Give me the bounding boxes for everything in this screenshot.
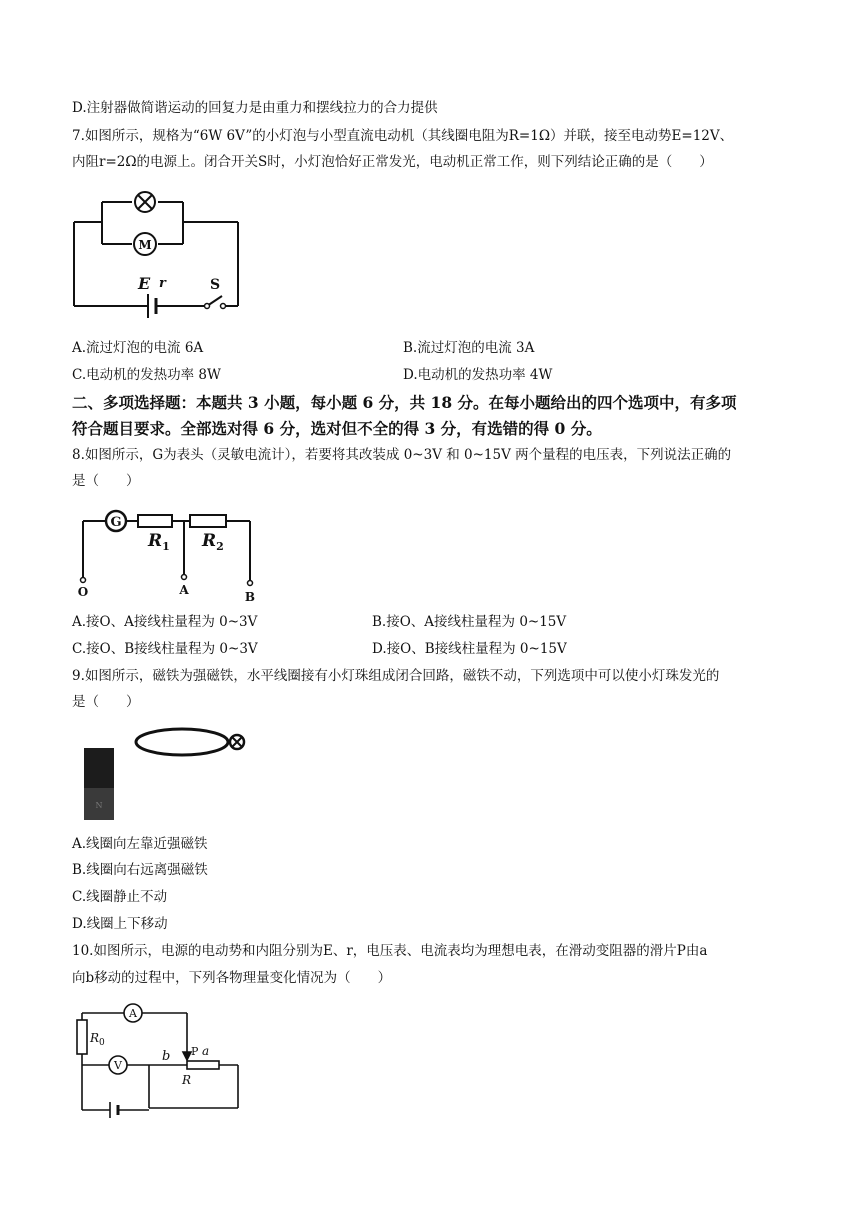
q9-option-b: B.线圈向右远离强磁铁 <box>72 862 208 878</box>
q10-stem-line2: 向b移动的过程中，下列各物理量变化情况为（ ） <box>72 970 392 986</box>
terminal-b-label: b <box>162 1049 171 1064</box>
r0-label: R <box>90 1031 100 1045</box>
q9-magnet-coil-figure <box>80 722 250 827</box>
internal-resistance-label: r <box>159 276 166 291</box>
q7-option-d: D.电动机的发热功率 4W <box>403 367 553 383</box>
terminal-a-label: a <box>202 1044 210 1058</box>
q8-stem-line1: 8.如图所示，G为表头（灵敏电流计），若要将其改装成 0~3V 和 0~15V 两个量程的电压表，下列说法正确的 <box>72 447 732 463</box>
q9-option-c: C.线圈静止不动 <box>72 889 168 905</box>
q6-option-d: D.注射器做简谐运动的回复力是由重力和摆线拉力的合力提供 <box>72 100 438 116</box>
q9-option-d: D.线圈上下移动 <box>72 916 168 932</box>
slider-p-label: P <box>191 1045 199 1058</box>
r2-subscript: 2 <box>216 540 224 553</box>
q7-option-c: C.电动机的发热功率 8W <box>72 367 221 383</box>
q8-stem-line2: 是（ ） <box>72 473 140 489</box>
section2-heading-line1: 二、多项选择题：本题共 3 小题，每小题 6 分，共 18 分。在每小题给出的四个选项中，有多项 <box>72 393 737 412</box>
terminal-o-label: O <box>77 585 89 599</box>
rheostat-label: R <box>182 1073 192 1087</box>
r2-label: R <box>202 531 217 551</box>
q9-stem-line2: 是（ ） <box>72 694 140 710</box>
q8-voltmeter-circuit-figure <box>78 505 268 605</box>
r1-subscript: 1 <box>162 540 170 553</box>
q7-option-b: B.流过灯泡的电流 3A <box>403 340 535 356</box>
q9-stem-line1: 9.如图所示，磁铁为强磁铁，水平线圈接有小灯珠组成闭合回路，磁铁不动，下列选项中可以使小灯珠发光的 <box>72 668 720 684</box>
magnet-s-half <box>84 748 114 788</box>
coil <box>136 729 228 755</box>
section2-heading-line2: 符合题目要求。全部选对得 6 分，选对但不全的得 3 分，有选错的得 0 分。 <box>72 419 602 438</box>
emf-label: E <box>138 274 151 293</box>
magnet-pole-label: N <box>95 801 103 810</box>
q8-option-c: C.接O、B接线柱量程为 0~3V <box>72 641 258 657</box>
q10-stem-line1: 10.如图所示，电源的电动势和内阻分别为E、r，电压表、电流表均为理想电表，在滑动变阻器的滑片P由a <box>72 943 708 959</box>
q7-stem-line2: 内阻r=2Ω的电源上。闭合开关S时，小灯泡恰好正常发光，电动机正常工作，则下列结论正确的是（ ） <box>72 154 713 170</box>
svg-text:R0 <box>89 1031 105 1048</box>
q7-option-a: A.流过灯泡的电流 6A <box>72 340 204 356</box>
q8-option-a: A.接O、A接线柱量程为 0~3V <box>72 614 258 630</box>
q8-option-b: B.接O、A接线柱量程为 0~15V <box>372 614 567 630</box>
q8-option-d: D.接O、B接线柱量程为 0~15V <box>372 641 567 657</box>
voltmeter-label: V <box>114 1059 122 1072</box>
svg-text:R2 <box>201 531 224 553</box>
q7-circuit-figure <box>70 188 250 318</box>
terminal-a-label: A <box>179 583 189 597</box>
r0-subscript: 0 <box>99 1038 105 1048</box>
svg-text:R1 <box>147 531 170 553</box>
switch-label: S <box>210 277 221 293</box>
galvanometer-label: G <box>110 515 122 530</box>
motor-label: M <box>138 238 152 252</box>
q10-circuit-figure <box>74 1000 244 1118</box>
q7-stem-line1: 7.如图所示，规格为“6W 6V”的小灯泡与小型直流电动机（其线圈电阻为R=1Ω）并联，接至电动势E=12V、 <box>72 128 734 144</box>
q9-option-a: A.线圈向左靠近强磁铁 <box>72 836 208 852</box>
terminal-b-label: B <box>244 590 256 604</box>
ammeter-label: A <box>129 1007 137 1020</box>
r1-label: R <box>148 531 163 551</box>
